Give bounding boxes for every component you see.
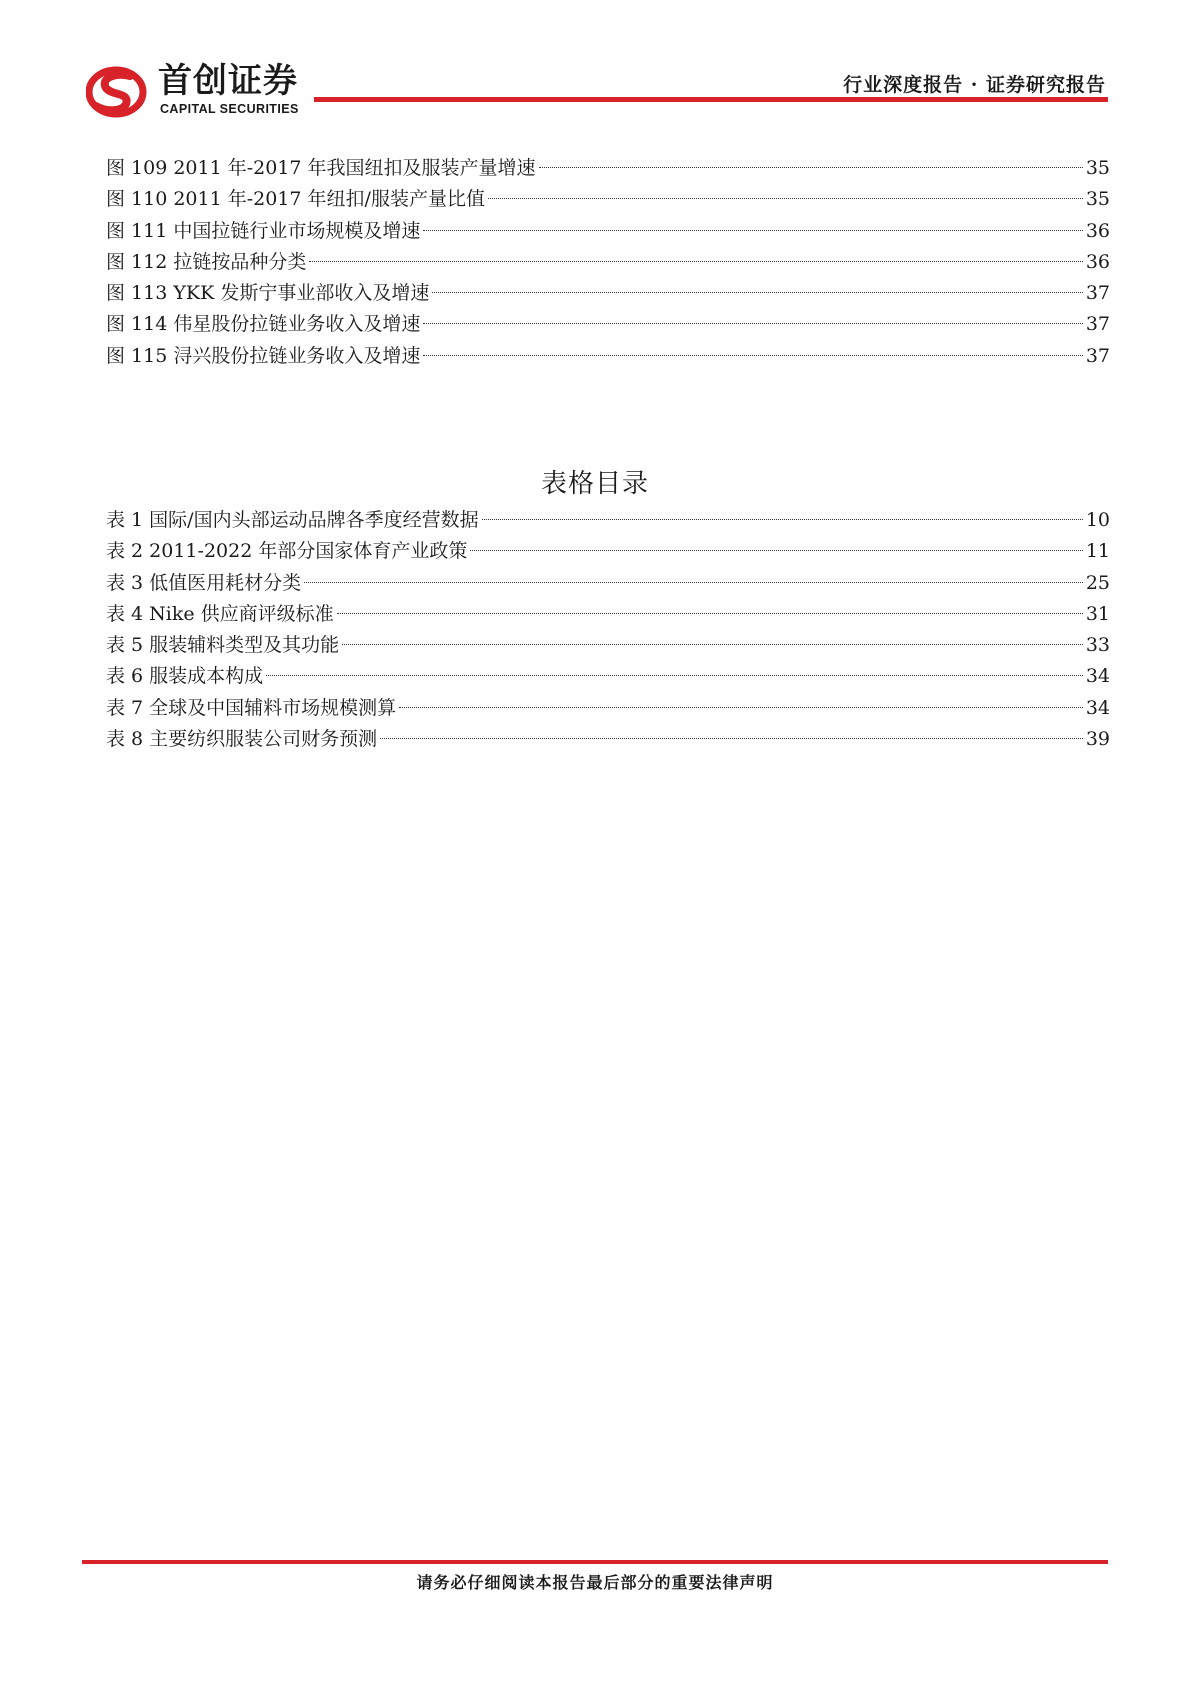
toc-leader-dots [539, 167, 1083, 168]
brand-name-cn: 首创证券 [158, 61, 298, 101]
toc-entry[interactable] [106, 278, 1110, 309]
toc-entry-label: 表 7 全球及中国辅料市场规模测算 [106, 696, 397, 719]
toc-entry-page: 37 [1085, 313, 1110, 336]
toc-entry[interactable] [106, 505, 1110, 536]
toc-entry-label: 图 110 2011 年-2017 年纽扣/服装产量比值 [106, 188, 485, 211]
toc-entry[interactable] [106, 661, 1110, 692]
toc-leader-dots [488, 198, 1083, 199]
toc-entry-page: 36 [1085, 219, 1110, 242]
toc-leader-dots [304, 582, 1083, 583]
footer-divider [82, 1560, 1108, 1564]
tables-toc-title: 表格目录 [540, 469, 649, 499]
toc-entry[interactable] [106, 341, 1110, 372]
header-divider [314, 97, 1108, 102]
toc-entry-page: 25 [1085, 571, 1110, 594]
report-type-title: 行业深度报告 · 证券研究报告 [843, 74, 1106, 96]
toc-leader-dots [423, 355, 1082, 356]
toc-entry-page: 36 [1085, 250, 1110, 273]
toc-entry[interactable] [106, 216, 1110, 247]
tables-toc [106, 505, 1110, 755]
toc-entry-label: 图 111 中国拉链行业市场规模及增速 [106, 219, 421, 242]
toc-entry-label: 图 113 YKK 发斯宁事业部收入及增速 [106, 282, 430, 305]
toc-entry-label: 表 4 Nike 供应商评级标准 [106, 602, 334, 625]
toc-leader-dots [423, 230, 1082, 231]
toc-entry[interactable] [106, 724, 1110, 755]
toc-entry-page: 35 [1085, 157, 1110, 179]
toc-entry[interactable] [106, 247, 1110, 278]
toc-leader-dots [337, 613, 1083, 614]
toc-entry-page: 31 [1085, 602, 1110, 625]
page-header [0, 0, 1190, 120]
toc-entry-page: 37 [1085, 344, 1110, 367]
toc-leader-dots [482, 519, 1083, 520]
toc-entry-page: 37 [1085, 282, 1110, 305]
toc-leader-dots [309, 261, 1082, 262]
toc-leader-dots [423, 323, 1082, 324]
toc-leader-dots [470, 550, 1082, 551]
toc-entry-label: 图 115 浔兴股份拉链业务收入及增速 [106, 344, 421, 367]
toc-entry-label: 表 2 2011-2022 年部分国家体育产业政策 [106, 540, 468, 563]
toc-entry[interactable] [106, 184, 1110, 215]
capital-securities-logo-icon [86, 62, 150, 122]
toc-entry-label: 表 5 服装辅料类型及其功能 [106, 634, 340, 657]
figures-toc [106, 153, 1110, 372]
toc-leader-dots [380, 738, 1083, 739]
toc-entry[interactable] [106, 568, 1110, 599]
toc-entry-label: 表 1 国际/国内头部运动品牌各季度经营数据 [106, 509, 479, 531]
toc-entry[interactable] [106, 693, 1110, 724]
toc-entry-page: 35 [1085, 188, 1110, 211]
legal-disclaimer-notice: 请务必仔细阅读本报告最后部分的重要法律声明 [416, 1573, 774, 1592]
toc-entry-page: 11 [1085, 540, 1110, 563]
brand-name-en: CAPITAL SECURITIES [160, 102, 299, 116]
toc-leader-dots [399, 707, 1083, 708]
toc-entry[interactable] [106, 536, 1110, 567]
toc-entry-page: 10 [1085, 509, 1110, 531]
toc-entry-page: 33 [1085, 634, 1110, 657]
toc-entry-label: 图 112 拉链按品种分类 [106, 250, 307, 273]
toc-entry[interactable] [106, 153, 1110, 184]
toc-entry-label: 图 114 伟星股份拉链业务收入及增速 [106, 313, 421, 336]
toc-entry[interactable] [106, 599, 1110, 630]
toc-leader-dots [342, 644, 1083, 645]
toc-entry-label: 表 8 主要纺织服装公司财务预测 [106, 728, 378, 751]
toc-entry-label: 表 6 服装成本构成 [106, 665, 264, 688]
toc-entry-page: 34 [1085, 665, 1110, 688]
toc-entry-page: 34 [1085, 696, 1110, 719]
toc-entry[interactable] [106, 630, 1110, 661]
toc-entry-label: 表 3 低值医用耗材分类 [106, 571, 302, 594]
toc-entry[interactable] [106, 309, 1110, 340]
toc-entry-label: 图 109 2011 年-2017 年我国纽扣及服装产量增速 [106, 157, 536, 179]
toc-entry-page: 39 [1085, 728, 1110, 751]
toc-leader-dots [266, 675, 1083, 676]
toc-leader-dots [432, 292, 1082, 293]
